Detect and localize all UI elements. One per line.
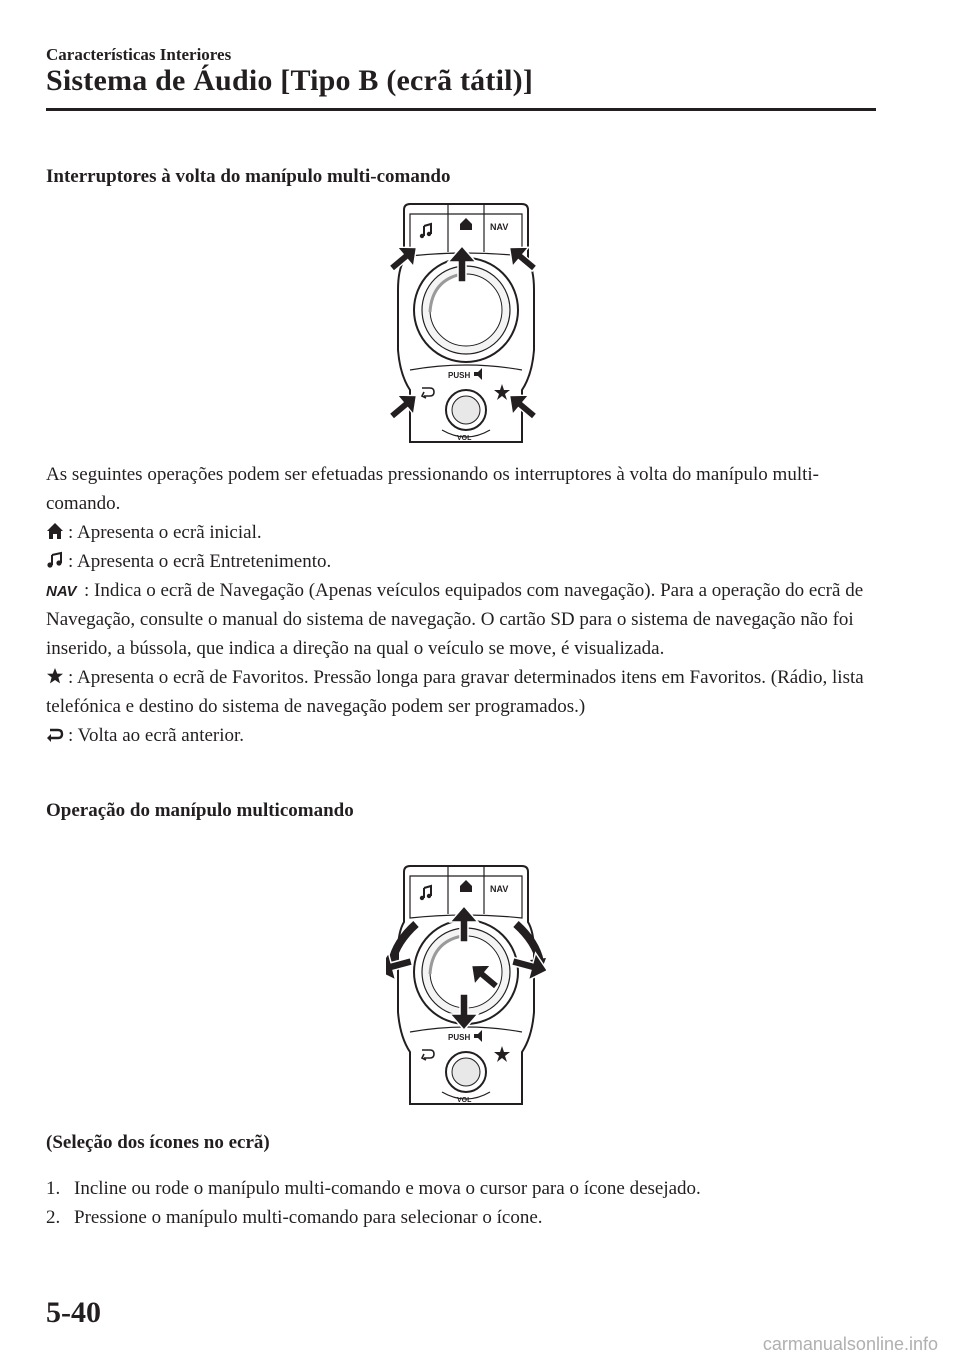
item-music: : Apresenta o ecrã Entretenimento. xyxy=(46,547,876,576)
page-title: Sistema de Áudio [Tipo B (ecrã tátil)] xyxy=(46,64,534,97)
home-icon xyxy=(46,522,64,540)
star-icon xyxy=(46,667,64,685)
title-rule xyxy=(46,108,876,111)
svg-text:NAV: NAV xyxy=(46,583,77,598)
intro-text: As seguintes operações podem ser efetuadas pressionando os interruptores à volta do manípulo multi-comando. xyxy=(46,464,819,514)
item-home: : Apresenta o ecrã inicial. xyxy=(46,518,876,547)
controller-figure-switches xyxy=(386,200,546,450)
section1-body xyxy=(46,460,876,750)
nav-icon xyxy=(46,582,78,598)
item-back: : Volta ao ecrã anterior. xyxy=(46,721,876,750)
list-item: 2. Pressione o manípulo multi-comando para selecionar o ícone. xyxy=(46,1207,543,1228)
music-icon xyxy=(46,551,64,569)
section-label: Características Interiores xyxy=(46,45,232,64)
item-nav: NAV : Indica o ecrã de Navegação (Apenas veículos equipados com navegação). Para a operação do ecrã de Navegação, consulte o manual do sistema de navegação. O cartão SD para o sistema de navegação não foi inserido, a bússola, que indica a direção na qual o veículo se move, é visualizada. xyxy=(46,580,864,659)
section-heading-operation: Operação do manípulo multicomando xyxy=(46,800,354,821)
item-star: : Apresenta o ecrã de Favoritos. Pressão longa para gravar determinados itens em Favoritos. (Rádio, lista telefónica e destino do sistema de navegação podem ser programados.) xyxy=(46,667,864,717)
steps-list xyxy=(46,1174,876,1232)
page-number: 5-40 xyxy=(46,1296,101,1329)
subheading-icon-selection: (Seleção dos ícones no ecrã) xyxy=(46,1132,270,1153)
list-item: 1. Incline ou rode o manípulo multi-comando e mova o cursor para o ícone desejado. xyxy=(46,1178,701,1199)
back-icon xyxy=(46,725,64,743)
watermark: carmanualsonline.info xyxy=(762,1334,938,1354)
section-heading-switches: Interruptores à volta do manípulo multi-comando xyxy=(46,166,451,187)
controller-figure-operation xyxy=(386,862,546,1112)
